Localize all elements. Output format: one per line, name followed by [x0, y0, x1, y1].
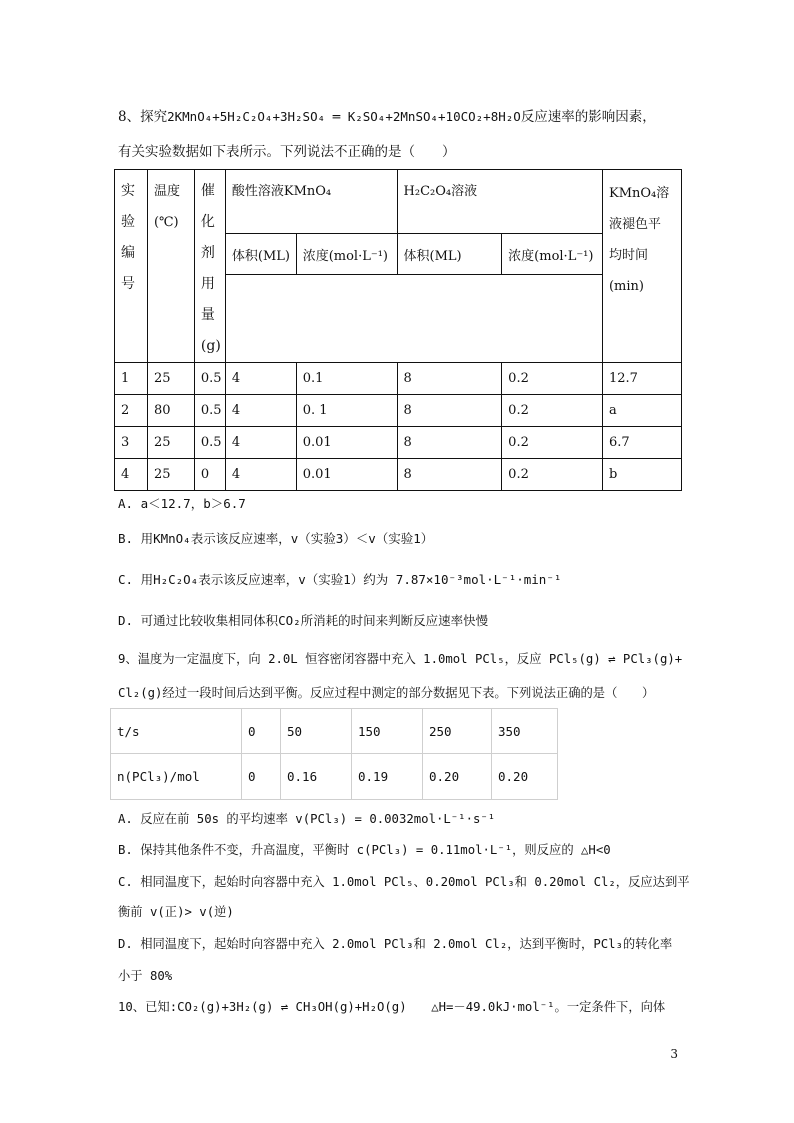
- q8-line2: 有关实验数据如下表所示。下列说法不正确的是（ ）: [118, 144, 456, 160]
- q9-option-c1: C. 相同温度下，起始时向容器中充入 1.0mol PCl₅、0.20mol PCl₃和 0.20mol Cl₂，反应达到平: [118, 875, 690, 889]
- q8-h-vol1: 体积(ML): [225, 234, 296, 275]
- table-row: n(PCl₃)/mol 0 0.16 0.19 0.20 0.20: [111, 754, 558, 800]
- q8-table: [114, 169, 682, 491]
- q9-option-d1: D. 相同温度下，起始时向容器中充入 2.0mol PCl₃和 2.0mol Cl₂，达到平衡时，PCl₃的转化率: [118, 937, 673, 951]
- q8-line1: [118, 108, 656, 126]
- q10-line1: 10、已知:CO₂(g)+3H₂(g) ⇌ CH₃OH(g)+H₂O(g) △H=－49.0kJ·mol⁻¹。一定条件下，向体: [118, 1000, 666, 1014]
- q8-h-temp: 温度(℃): [147, 170, 194, 363]
- q8-prefix: 8、探究: [118, 109, 168, 125]
- q8-option-c: C. 用H₂C₂O₄表示该反应速率，v（实验1）约为 7.87×10⁻³mol·L⁻¹·min⁻¹: [118, 572, 562, 587]
- table-row: 3 25 0.5 4 0.01 8 0.2 6.7: [115, 427, 682, 459]
- table-row: 1 25 0.5 4 0.1 8 0.2 12.7: [115, 363, 682, 395]
- table-row: 2 80 0.5 4 0. 1 8 0.2 a: [115, 395, 682, 427]
- q9-option-c2: 衡前 v(正)> v(逆): [118, 905, 234, 919]
- q8-option-b: B. 用KMnO₄表示该反应速率，v（实验3）＜v（实验1）: [118, 531, 434, 546]
- table-row: t/s 0 50 150 250 350: [111, 709, 558, 754]
- q9-option-d2: 小于 80%: [118, 969, 173, 983]
- q9-option-b: B. 保持其他条件不变，升高温度，平衡时 c(PCl₃) = 0.11mol·L⁻¹，则反应的 △H<0: [118, 843, 611, 857]
- q8-h-h2c2o4: H₂C₂O₄溶液: [397, 170, 602, 234]
- q8-option-d: D. 可通过比较收集相同体积CO₂所消耗的时间来判断反应速率快慢: [118, 613, 489, 628]
- page-number: 3: [670, 1047, 678, 1061]
- q8-h-cat: 催化剂用量(g): [194, 170, 225, 363]
- q9-line2: Cl₂(g)经过一段时间后达到平衡。反应过程中测定的部分数据见下表。下列说法正确的是（ ）: [118, 686, 655, 700]
- q8-option-a: A. a＜12.7，b＞6.7: [118, 496, 246, 511]
- q9-option-a: A. 反应在前 50s 的平均速率 v(PCl₃) = 0.0032mol·L⁻¹·s⁻¹: [118, 812, 496, 826]
- q8-h-no: 实验编号: [115, 170, 148, 363]
- q8-h-conc1: 浓度(mol·L⁻¹): [296, 234, 397, 275]
- table-row: 4 25 0 4 0.01 8 0.2 b: [115, 459, 682, 491]
- q8-h-conc2: 浓度(mol·L⁻¹): [502, 234, 603, 275]
- q8-h-vol2: 体积(ML): [397, 234, 502, 275]
- q8-h-kmno4: 酸性溶液KMnO₄: [225, 170, 397, 234]
- q8-equation: 2KMnO₄+5H₂C₂O₄+3H₂SO₄ ═ K₂SO₄+2MnSO₄+10CO₂+8H₂O: [167, 109, 521, 124]
- q8-suffix: 反应速率的影响因素，: [520, 109, 656, 125]
- q8-h-time: KMnO₄溶液褪色平均时间(min): [602, 170, 681, 363]
- q9-table: [110, 708, 558, 800]
- q9-line1: 9、温度为一定温度下，向 2.0L 恒容密闭容器中充入 1.0mol PCl₅，反应 PCl₅(g) ⇌ PCl₃(g)+: [118, 652, 683, 666]
